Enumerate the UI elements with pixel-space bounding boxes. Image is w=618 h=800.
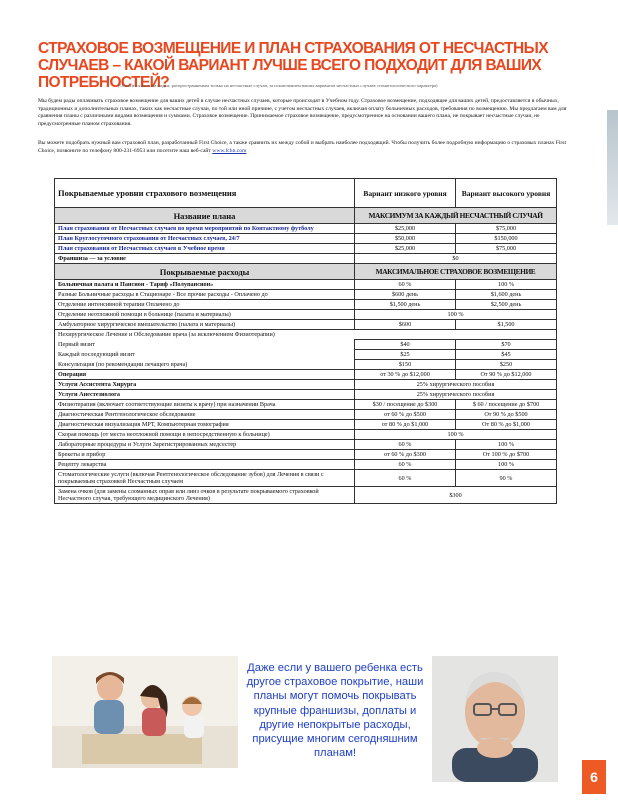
- website-link[interactable]: www.fchn.com: [212, 147, 247, 154]
- section-plan-name: [55, 208, 557, 224]
- page-title: СТРАХОВОЕ ВОЗМЕЩЕНИЕ И ПЛАН СТРАХОВАНИЯ ОТ НЕСЧАСТНЫХ СЛУЧАЕВ – КАКОЙ ВАРИАНТ ЛУЧШЕ ВСЕГО ПОДХОДИТ ДЛЯ ВАШИХ ПОТРЕБНОСТЕЙ?: [38, 40, 548, 91]
- high-value: $2,500 день: [456, 300, 557, 310]
- high-value: $250: [456, 360, 557, 370]
- high-value: 100 %: [456, 440, 557, 450]
- plan-row: [55, 244, 557, 254]
- high-value: $45: [456, 350, 557, 360]
- row-label: Услуги Ассистента Хирурга: [55, 380, 355, 390]
- row-value: 25% хирургического пособия: [355, 390, 557, 400]
- row-label: Диагностическая визуализация МРТ, Компьютерная томография: [55, 420, 355, 430]
- row-label: Амбулаторное хирургическое вмешательство (палата и материалы): [55, 320, 355, 330]
- row-value: 100 %: [355, 430, 557, 440]
- header-low-option: Вариант низкого уровня: [355, 179, 456, 208]
- high-value: $70: [456, 340, 557, 350]
- page-number: 6: [582, 760, 606, 794]
- table-row: [55, 320, 557, 330]
- coverage-table-wrapper: [54, 178, 556, 504]
- table-row: [55, 280, 557, 290]
- row-label: Лабораторные процедуры и Услуги Зарегистрированных медсестер: [55, 440, 355, 450]
- row-label: Нехирургическое Лечение и Обследование врача (за исключением Физиотерапии): [55, 330, 557, 340]
- high-value: $1,600 день: [456, 290, 557, 300]
- table-row: [55, 410, 557, 420]
- low-value: $600: [355, 320, 456, 330]
- high-value: $75,000: [456, 244, 557, 254]
- low-value: $1,500 день: [355, 300, 456, 310]
- low-value: от 60 % до $300: [355, 450, 456, 460]
- table-row: [55, 470, 557, 487]
- table-row: [55, 370, 557, 380]
- table-row: [55, 460, 557, 470]
- table-row: [55, 380, 557, 390]
- nonsurgical-item-row: [55, 340, 557, 350]
- low-value: $150: [355, 360, 456, 370]
- row-label: Каждый последующий визит: [55, 350, 355, 360]
- high-value: 100 %: [456, 280, 557, 290]
- low-value: от 60 % до $500: [355, 410, 456, 420]
- row-value: $300: [355, 487, 557, 504]
- plan-row: [55, 224, 557, 234]
- high-value: От 90 % до $500: [456, 410, 557, 420]
- row-label: Отделение интенсивной терапии Оплачено до: [55, 300, 355, 310]
- row-label: Отделение неотложной помощи в больнице (палата и материалы): [55, 310, 355, 320]
- low-value: $600 день: [355, 290, 456, 300]
- table-row: [55, 400, 557, 410]
- table-row: [55, 390, 557, 400]
- low-value: $25: [355, 350, 456, 360]
- row-label: Замена очков (для замены сломанных оправ или линз очков в результате покрываемого страховкой Несчастного случая, требующего медицинского Лечения): [55, 487, 355, 504]
- table-row: [55, 290, 557, 300]
- intro-paragraph: Мы будем рады оплачивать страховое возмещение для ваших детей в случае несчастных случаев, которые происходят в Учебном году. Страховое возмещение, подходящее для ваших детей, предоставляется в обычных, традиционных и дополнительных планах, таких как несчастные случаи, по той или иной причине, с учетом несчастных случаев, включая оплату больничных расходов, требования по возмещению. Мы предлагаем вам для сравнения планы с различными видами возмещения и суммами. Страховое возмещение. Принимаемое страховое возмещение, предусмотренное на основании вашего плана, не покрывает несчастные случаи, не предусмотренные планом страхования.: [38, 98, 567, 127]
- intro-text: Вы можете подобрать нужный вам страховой план, разработанный First Choice, а также сравнить их между собой и выбрать наиболее подходящий. Чтобы получить более подробную информацию о страховых планах First Choice, позвоните по телефону 800-231-6953 или посетите наш веб-сайт: [38, 140, 567, 154]
- row-label: Физиотерапия (включает соответствующие визиты к врачу) при назначении Врача: [55, 400, 355, 410]
- header-coverage-levels: Покрываемые уровни страхового возмещения: [55, 179, 355, 208]
- nonsurgical-item-row: [55, 350, 557, 360]
- low-value: $50,000: [355, 234, 456, 244]
- row-label: Стоматологические услуги (включая Рентгенологическое обследование зубов) для Лечения в связи с покрываемым страховкой Несчастным случаем: [55, 470, 355, 487]
- low-value: $25,000: [355, 224, 456, 234]
- table-row: [55, 420, 557, 430]
- high-value: $1,500: [456, 320, 557, 330]
- high-value: 100 %: [456, 460, 557, 470]
- table-row: [55, 430, 557, 440]
- row-label: Разные Больничные расходы в Стационаре - Все прочие расходы - Оплачено до: [55, 290, 355, 300]
- row-label: Брекеты и прибор: [55, 450, 355, 460]
- franchise-value: $0: [355, 254, 557, 264]
- row-label: Услуги Анестезиолога: [55, 390, 355, 400]
- high-value: $ 60 / посещение до $700: [456, 400, 557, 410]
- header-high-option: Вариант высокого уровня: [456, 179, 557, 208]
- table-header: [55, 179, 557, 208]
- high-value: От 100 % до $700: [456, 450, 557, 460]
- low-value: 60 %: [355, 440, 456, 450]
- plan-name: План Круглосуточного страхования от Несчастных случаев, 24/7: [55, 234, 355, 244]
- low-value: 60 %: [355, 280, 456, 290]
- high-value: От 80 % до $1,000: [456, 420, 557, 430]
- intro-paragraph-2: [38, 140, 578, 155]
- low-value: $30 / посещение до $300: [355, 400, 456, 410]
- table-row: [55, 310, 557, 320]
- high-value: 90 %: [456, 470, 557, 487]
- section-label: Покрываемые расходы: [55, 264, 355, 280]
- high-value: От 90 % до $12,000: [456, 370, 557, 380]
- row-value: 100 %: [355, 310, 557, 320]
- table-row: [55, 440, 557, 450]
- row-label: Диагностическая Рентгенологическое обследование: [55, 410, 355, 420]
- plan-name: План страхования от Несчастных случаев в Учебное время: [55, 244, 355, 254]
- high-value: $150,000: [456, 234, 557, 244]
- low-value: от 80 % до $1,000: [355, 420, 456, 430]
- low-value: 60 %: [355, 470, 456, 487]
- table-row: [55, 300, 557, 310]
- plan-name: План страхования от Несчастных случаев во время мероприятий по Контактному футболу: [55, 224, 355, 234]
- section-right-label: МАКСИМАЛЬНОЕ СТРАХОВОЕ ВОЗМЕЩЕНИЕ: [355, 264, 557, 280]
- row-value: 25% хирургического пособия: [355, 380, 557, 390]
- nonsurgical-item-row: [55, 360, 557, 370]
- table-row: [55, 487, 557, 504]
- row-label: Консультация (по рекомендации лечащего врача): [55, 360, 355, 370]
- row-label: Больничная палата и Пансион - Тариф «Полупансион»: [55, 280, 355, 290]
- franchise-row: [55, 254, 557, 264]
- family-photo: [52, 656, 238, 768]
- row-label: Операция: [55, 370, 355, 380]
- row-label: Рецепту лекарства: [55, 460, 355, 470]
- section-covered-expenses: [55, 264, 557, 280]
- low-value: $25,000: [355, 244, 456, 254]
- plan-row: [55, 234, 557, 244]
- low-value: $40: [355, 340, 456, 350]
- high-value: $75,000: [456, 224, 557, 234]
- franchise-label: Франшиза — за условие: [55, 254, 355, 264]
- table-row: [55, 450, 557, 460]
- low-value: от 30 % до $12,000: [355, 370, 456, 380]
- coverage-note: (Относится ко всем видам, распространяемым только на несчастные случаи, за исключением ваших вариантов несчастных случаев стоматологического характера): [118, 83, 438, 88]
- nonsurgical-header-row: [55, 330, 557, 340]
- section-right-label: МАКСИМУМ ЗА КАЖДЫЙ НЕСЧАСТНЫЙ СЛУЧАЙ: [355, 208, 557, 224]
- coverage-table: [54, 178, 557, 504]
- row-label: Первый визит: [55, 340, 355, 350]
- section-label: Название плана: [55, 208, 355, 224]
- decorative-edge-stripe: [607, 110, 618, 225]
- low-value: 60 %: [355, 460, 456, 470]
- row-label: Скорая помощь (от места неотложной помощи в непосредственную к больнице): [55, 430, 355, 440]
- promo-text: Даже если у вашего ребенка есть другое страховое покрытие, наши планы могут помочь покрывать крупные франшизы, доплаты и другие непокрытые расходы, присущие многим сегодняшним планам!: [246, 662, 424, 760]
- senior-man-photo: [432, 656, 558, 782]
